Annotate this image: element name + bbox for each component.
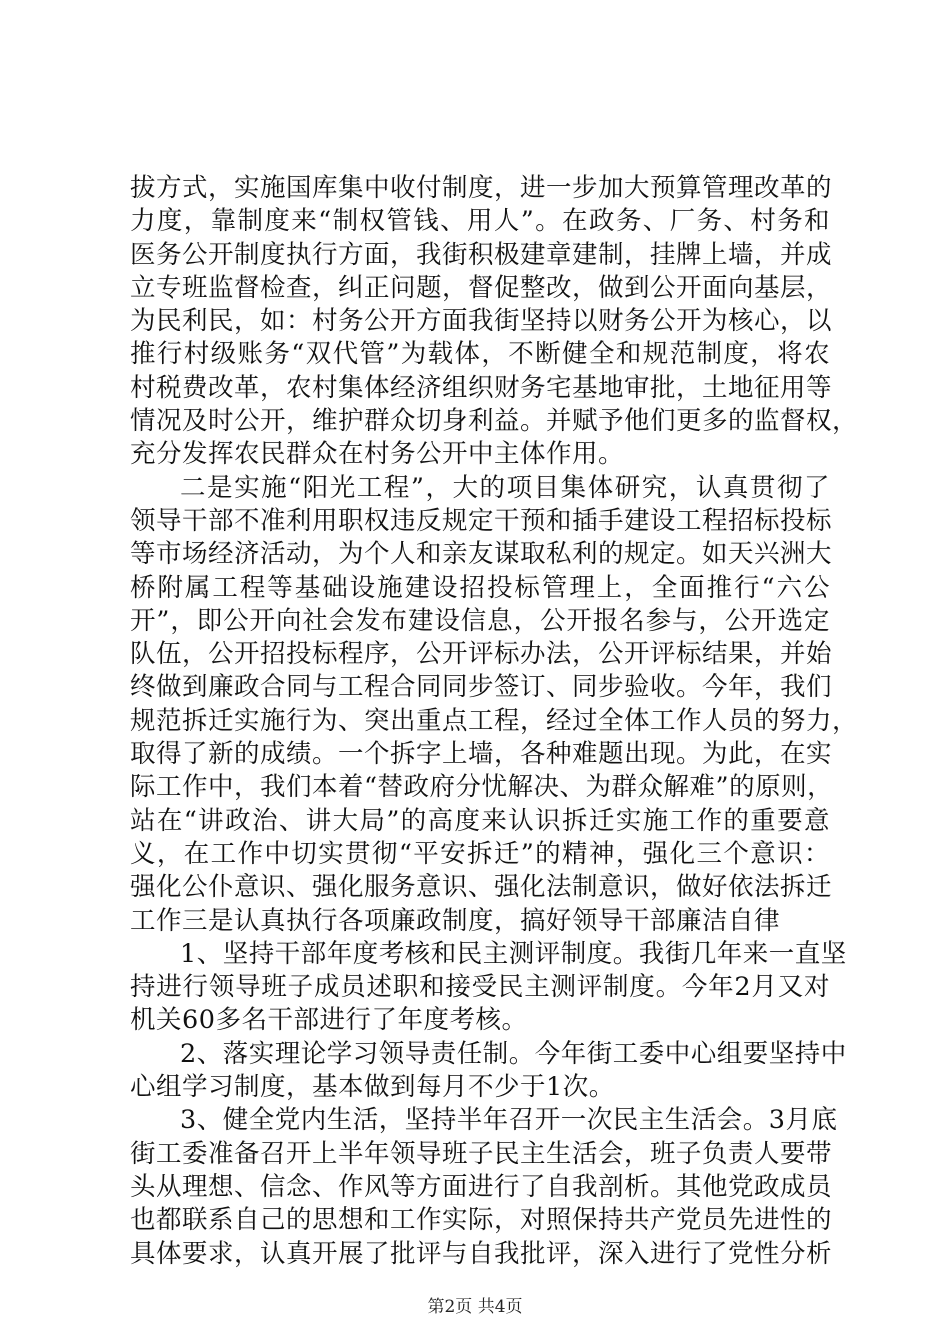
text-line: 强化公仆意识、强化服务意识、强化法制意识，做好依法拆迁 <box>130 872 833 903</box>
text-line: 街工委准备召开上半年领导班子民主生活会，班子负责人要带 <box>130 1138 833 1169</box>
text-line: 桥附属工程等基础设施建设招投标管理上，全面推行“六公 <box>130 572 830 603</box>
text-line: 取得了新的成绩。一个拆字上墙，各种难题出现。为此，在实 <box>130 739 833 770</box>
text-line: 医务公开制度执行方面，我街积极建章建制，挂牌上墙，并成 <box>130 239 833 270</box>
text-line: 拔方式，实施国库集中收付制度，进一步加大预算管理改革的 <box>130 173 833 203</box>
text-line: 等市场经济活动，为个人和亲友谋取私利的规定。如天兴洲大 <box>130 539 833 570</box>
text-line: 具体要求，认真开展了批评与自我批评，深入进行了党性分析 <box>130 1238 833 1269</box>
text-line: 推行村级账务“双代管”为载体，不断健全和规范制度，将农 <box>130 339 830 370</box>
text-line: 充分发挥农民群众在村务公开中主体作用。 <box>130 439 625 470</box>
text-line: 开”，即公开向社会发布建设信息，公开报名参与，公开选定 <box>130 605 830 636</box>
text-line: 1、坚持干部年度考核和民主测评制度。我街几年来一直坚 <box>180 938 847 969</box>
text-line: 立专班监督检查，纠正问题，督促整改，做到公开面向基层， <box>130 272 833 303</box>
text-line: 终做到廉政合同与工程合同同步签订、同步验收。今年，我们 <box>130 672 833 703</box>
text-line: 站在“讲政治、讲大局”的高度来认识拆迁实施工作的重要意 <box>130 805 830 836</box>
text-line: 头从理想、信念、作风等方面进行了自我剖析。其他党政成员 <box>130 1171 833 1202</box>
text-line: 心组学习制度，基本做到每月不少于1次。 <box>130 1072 615 1103</box>
document-body <box>130 172 859 1271</box>
text-line: 工作三是认真执行各项廉政制度，搞好领导干部廉洁自律 <box>130 905 781 936</box>
text-line: 领导干部不准利用职权违反规定干预和插手建设工程招标投标 <box>130 505 833 536</box>
text-line: 持进行领导班子成员述职和接受民主测评制度。今年2月又对 <box>130 972 830 1003</box>
text-line: 情况及时公开，维护群众切身利益。并赋予他们更多的监督权， <box>130 406 859 437</box>
text-line: 规范拆迁实施行为、突出重点工程，经过全体工作人员的努力， <box>130 705 859 736</box>
text-line: 二是实施“阳光工程”，大的项目集体研究，认真贯彻了 <box>180 472 830 503</box>
text-line: 际工作中，我们本着“替政府分忧解决、为群众解难”的原则， <box>130 772 834 803</box>
text-line: 队伍，公开招投标程序，公开评标办法，公开评标结果，并始 <box>130 639 833 670</box>
text-line: 2、落实理论学习领导责任制。今年街工委中心组要坚持中 <box>180 1038 847 1069</box>
page-number-footer: 第2页 共4页 <box>427 1297 523 1317</box>
text-line: 机关60多名干部进行了年度考核。 <box>130 1005 528 1036</box>
text-line: 3、健全党内生活，坚持半年召开一次民主生活会。3月底 <box>180 1105 838 1136</box>
text-line: 义，在工作中切实贯彻“平安拆迁”的精神，强化三个意识： <box>130 838 830 869</box>
text-line: 力度，靠制度来“制权管钱、用人”。在政务、厂务、村务和 <box>130 206 830 237</box>
text-line: 也都联系自己的思想和工作实际，对照保持共产党员先进性的 <box>130 1205 833 1236</box>
text-line: 为民利民，如：村务公开方面我街坚持以财务公开为核心，以 <box>130 306 833 337</box>
text-line: 村税费改革，农村集体经济组织财务宅基地审批，土地征用等 <box>130 372 833 403</box>
